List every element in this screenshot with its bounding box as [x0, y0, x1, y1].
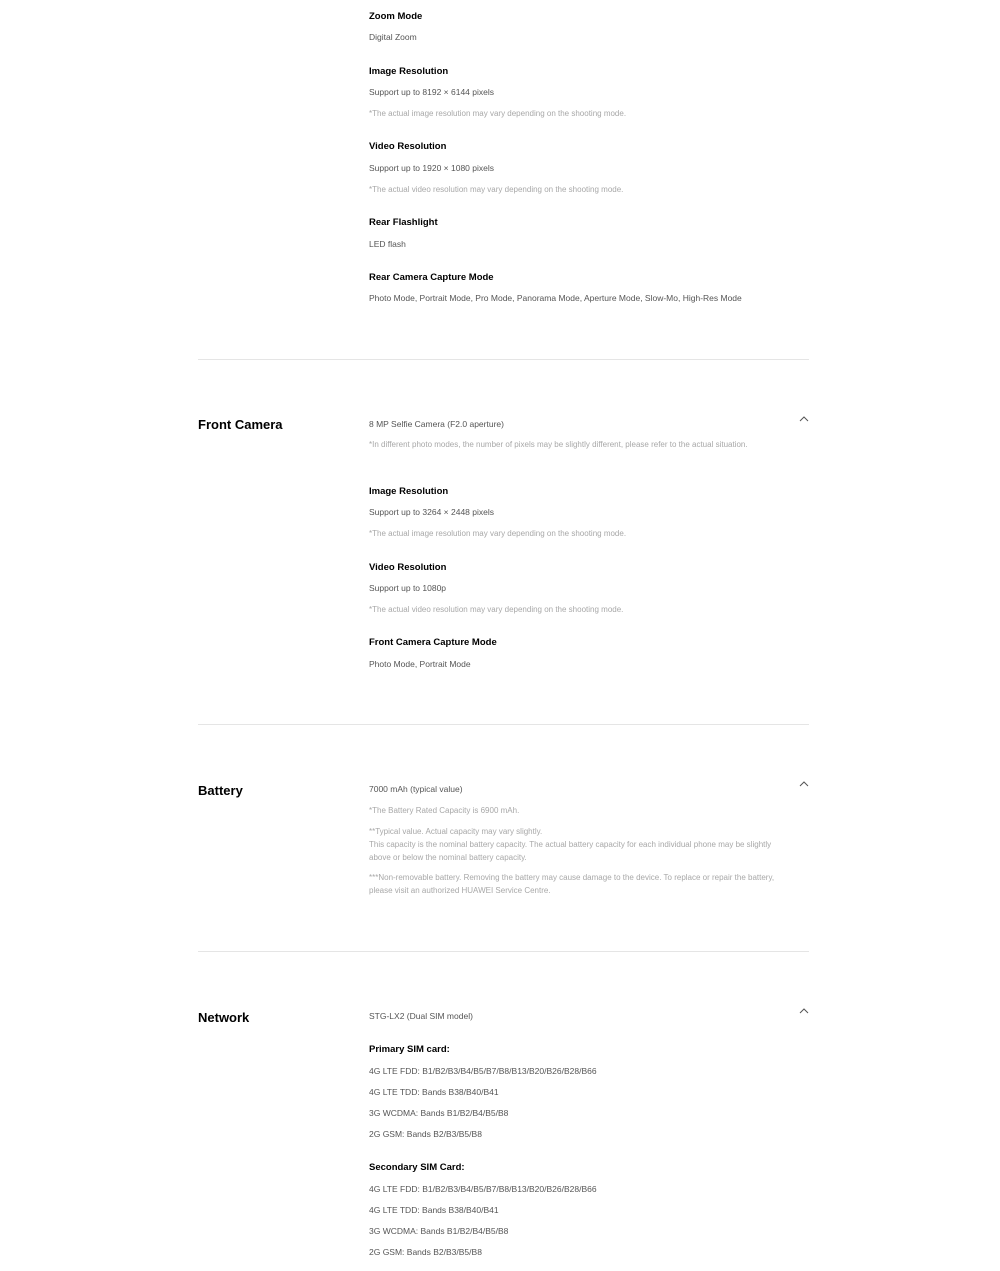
primary-sim-label: Primary SIM card:	[369, 1044, 450, 1055]
secondary-sim-line: 2G GSM: Bands B2/B3/B5/B8	[369, 1247, 482, 1257]
battery-note-typical: **Typical value. Actual capacity may vary slightly. This capacity is the nominal battery capacity. The actual battery capacity for each individual phone may be slightly above or below the nominal battery capacity.	[369, 827, 772, 862]
front-image-resolution-note: *The actual image resolution may vary depending on the shooting mode.	[369, 529, 627, 538]
front-camera-summary: 8 MP Selfie Camera (F2.0 aperture)	[369, 419, 504, 429]
secondary-sim-label: Secondary SIM Card:	[369, 1162, 465, 1173]
battery-title: Battery	[198, 783, 243, 798]
zoom-mode-label: Zoom Mode	[369, 11, 423, 22]
battery-note-rated: *The Battery Rated Capacity is 6900 mAh.	[369, 806, 520, 815]
primary-sim-line: 4G LTE FDD: B1/B2/B3/B4/B5/B7/B8/B13/B20/B26/B28/B66	[369, 1066, 597, 1076]
front-video-resolution-label: Video Resolution	[369, 562, 447, 573]
front-capture-mode-value: Photo Mode, Portrait Mode	[369, 659, 471, 669]
rear-capture-mode-value: Photo Mode, Portrait Mode, Pro Mode, Panorama Mode, Aperture Mode, Slow-Mo, High-Res Mode	[369, 293, 742, 303]
front-image-resolution-value: Support up to 3264 × 2448 pixels	[369, 507, 494, 517]
zoom-mode-value: Digital Zoom	[369, 32, 417, 42]
front-video-resolution-value: Support up to 1080p	[369, 583, 447, 593]
network-title: Network	[198, 1010, 250, 1025]
primary-sim-line: 2G GSM: Bands B2/B3/B5/B8	[369, 1129, 482, 1139]
chevron-up-icon[interactable]	[799, 415, 809, 423]
front-capture-mode-label: Front Camera Capture Mode	[369, 637, 497, 648]
section-divider	[198, 951, 809, 952]
front-camera-summary-note: *In different photo modes, the number of pixels may be slightly different, please refer to the actual situation.	[369, 440, 748, 449]
rear-video-resolution-note: *The actual video resolution may vary depending on the shooting mode.	[369, 185, 624, 194]
chevron-up-icon[interactable]	[799, 1007, 809, 1015]
section-divider	[198, 359, 809, 360]
chevron-up-icon[interactable]	[799, 780, 809, 788]
rear-image-resolution-note: *The actual image resolution may vary depending on the shooting mode.	[369, 109, 627, 118]
front-video-resolution-note: *The actual video resolution may vary depending on the shooting mode.	[369, 605, 624, 614]
rear-image-resolution-value: Support up to 8192 × 6144 pixels	[369, 87, 494, 97]
section-divider	[198, 724, 809, 725]
rear-flashlight-label: Rear Flashlight	[369, 217, 438, 228]
rear-video-resolution-value: Support up to 1920 × 1080 pixels	[369, 163, 494, 173]
primary-sim-line: 4G LTE TDD: Bands B38/B40/B41	[369, 1087, 499, 1097]
battery-note-non-removable: ***Non-removable battery. Removing the battery may cause damage to the device. To replace or repair the battery, please visit an authorized HUAWEI Service Centre.	[369, 873, 775, 895]
rear-image-resolution-label: Image Resolution	[369, 66, 449, 77]
secondary-sim-line: 4G LTE TDD: Bands B38/B40/B41	[369, 1205, 499, 1215]
front-image-resolution-label: Image Resolution	[369, 486, 449, 497]
secondary-sim-line: 3G WCDMA: Bands B1/B2/B4/B5/B8	[369, 1226, 509, 1236]
rear-capture-mode-label: Rear Camera Capture Mode	[369, 272, 494, 283]
battery-summary: 7000 mAh (typical value)	[369, 784, 463, 794]
primary-sim-line: 3G WCDMA: Bands B1/B2/B4/B5/B8	[369, 1108, 509, 1118]
front-camera-title: Front Camera	[198, 417, 283, 432]
rear-flashlight-value: LED flash	[369, 239, 406, 249]
secondary-sim-line: 4G LTE FDD: B1/B2/B3/B4/B5/B7/B8/B13/B20/B26/B28/B66	[369, 1184, 597, 1194]
network-summary: STG-LX2 (Dual SIM model)	[369, 1011, 473, 1021]
rear-video-resolution-label: Video Resolution	[369, 141, 447, 152]
